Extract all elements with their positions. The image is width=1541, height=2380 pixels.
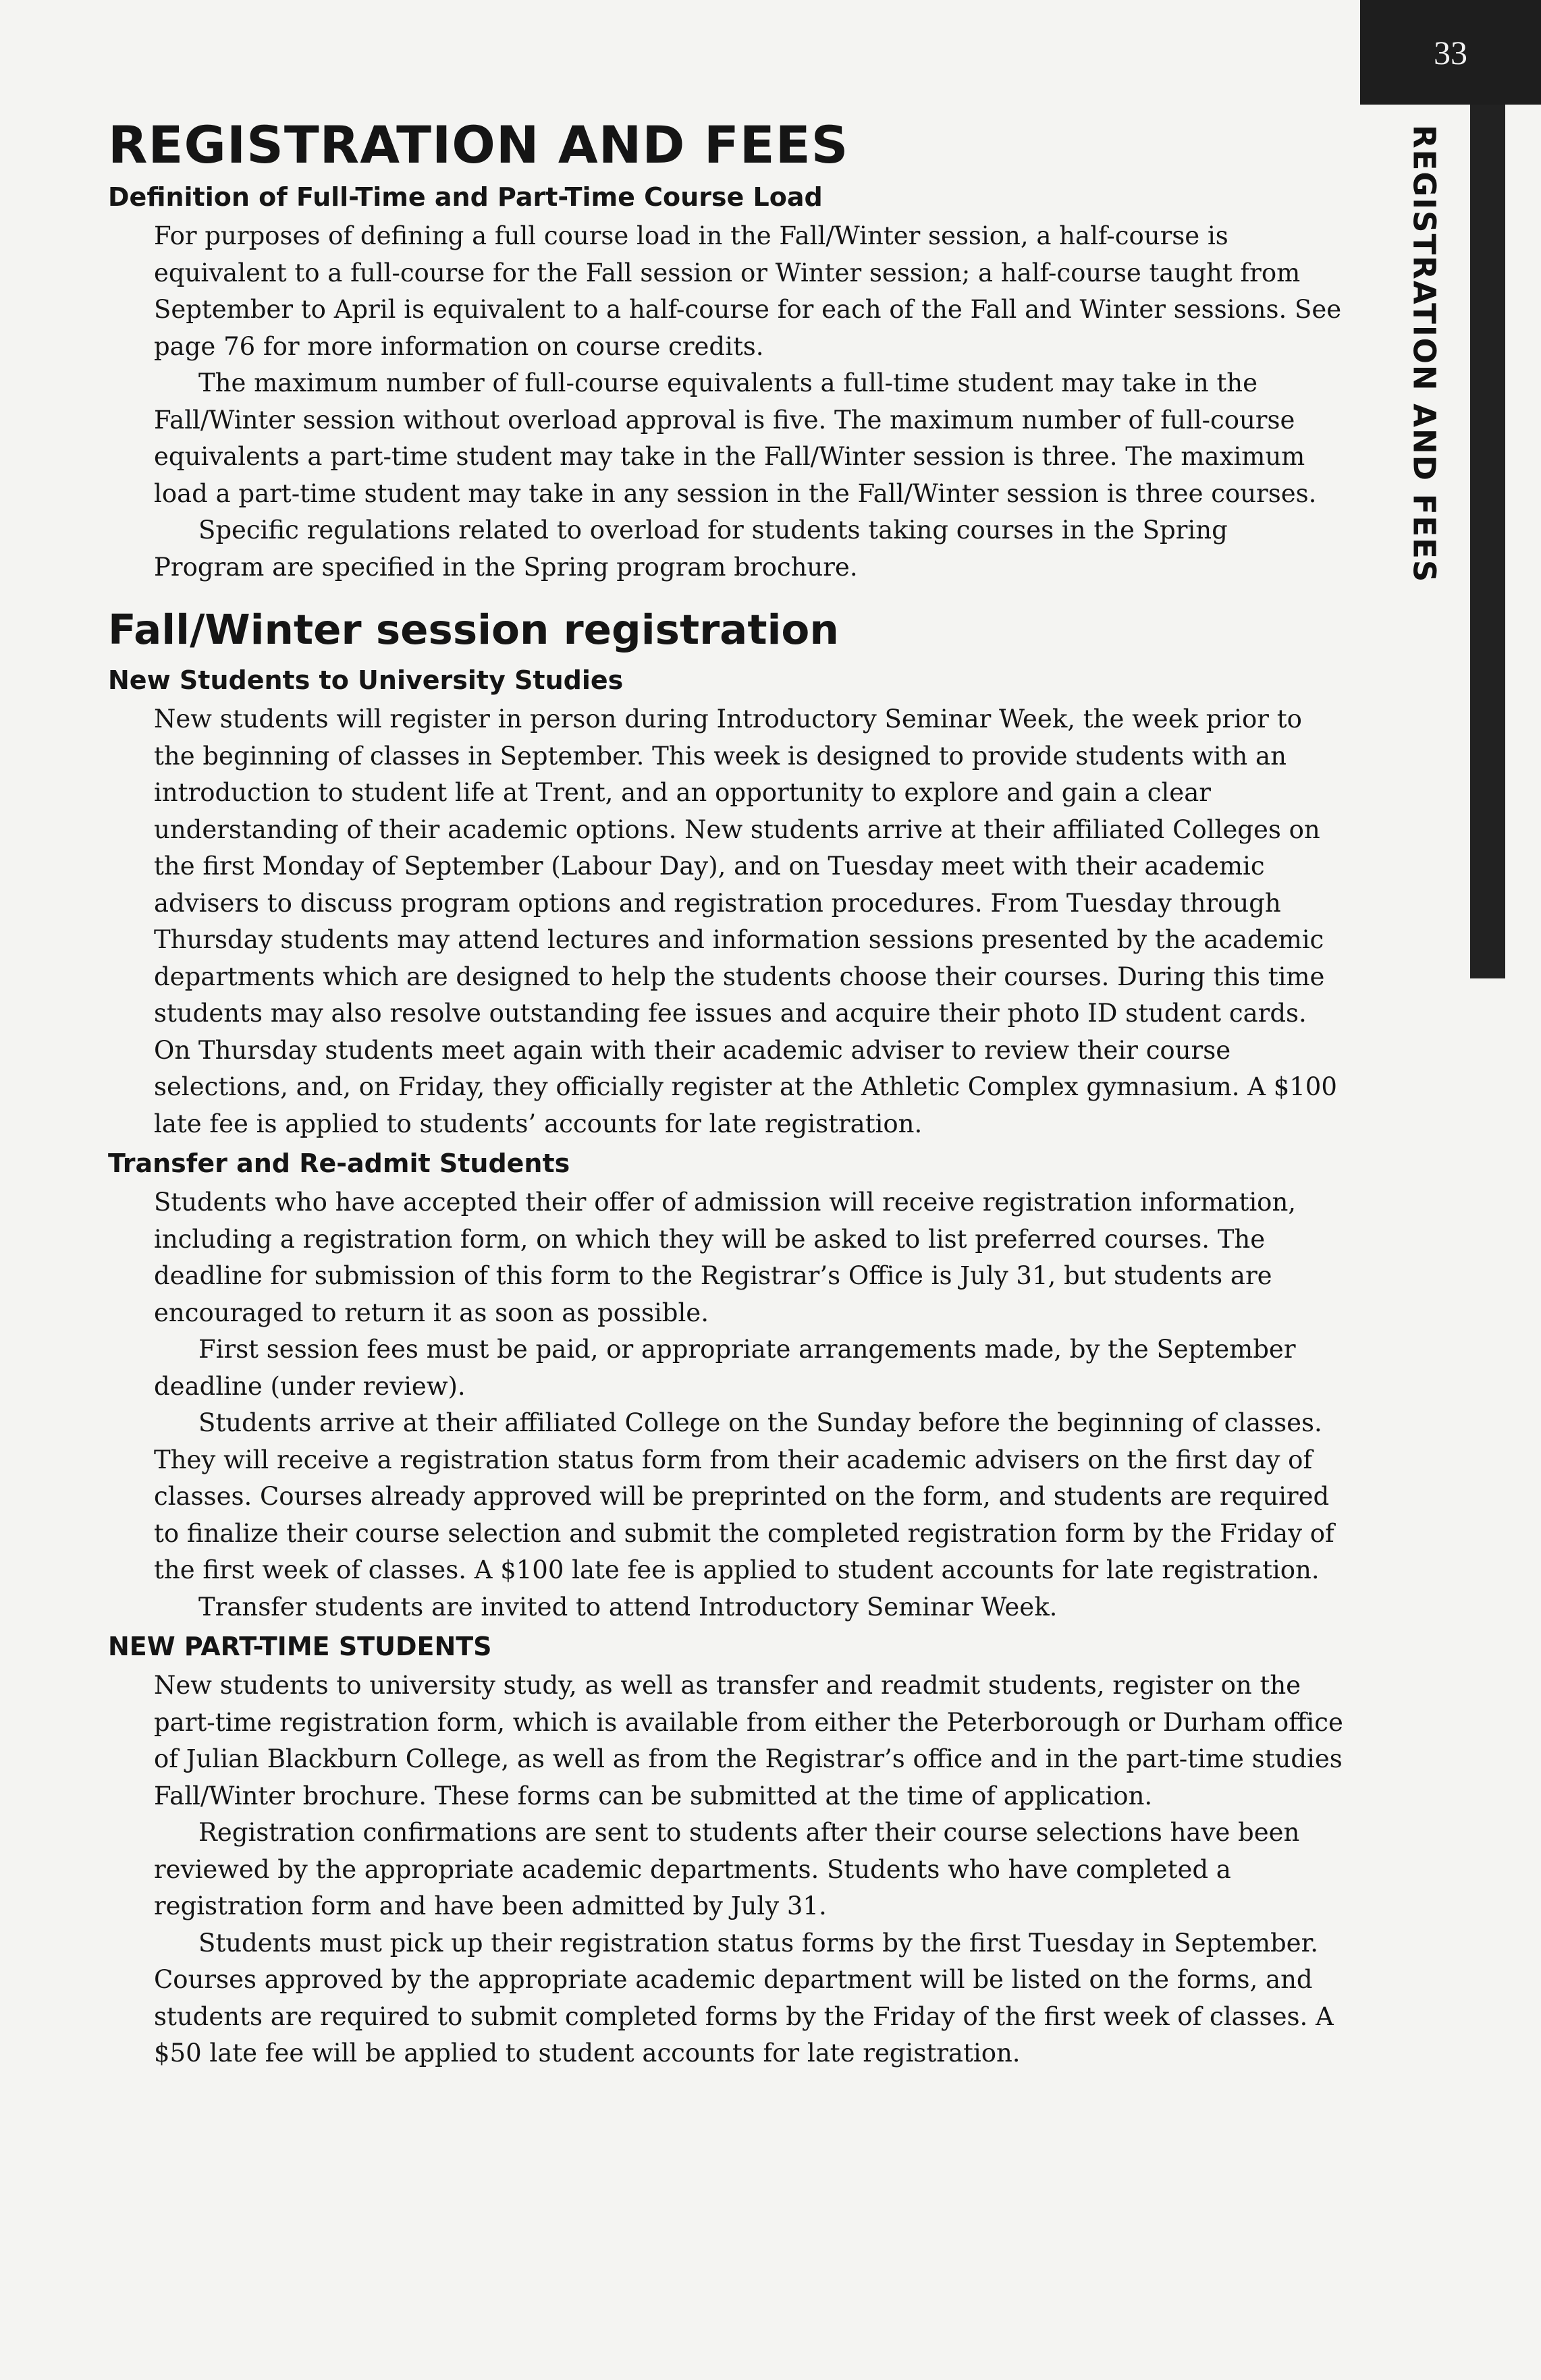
paragraph: Transfer students are invited to attend Introductory Seminar Week. — [198, 1592, 1058, 1622]
transfer-readmit-section — [108, 1145, 1343, 1626]
paragraph: Registration confirmations are sent to students after their course selections have been reviewed by the appropriate academic departments. Students who have completed a registration form and have been admitted by July 31. — [154, 1818, 1300, 1920]
side-bar-decoration — [1470, 105, 1505, 978]
page-number: 33 — [1360, 0, 1541, 105]
page-title: REGISTRATION AND FEES — [108, 115, 849, 175]
subsection-heading: NEW PART-TIME STUDENTS — [108, 1632, 492, 1661]
side-section-label-text: REGISTRATION AND FEES — [1406, 125, 1442, 584]
subsection-heading: New Students to University Studies — [108, 665, 624, 695]
course-load-section — [108, 179, 1343, 586]
page-content — [108, 115, 1343, 2075]
side-section-label — [1384, 125, 1465, 584]
paragraph: For purposes of defining a full course load in the Fall/Winter session, a half-course is equivalent to a full-course for the Fall session or Winter session; a half-course taught from September to April is equivalent to a half-course for each of the Fall and Winter sessions. See page 76 for more information on course credits. — [154, 221, 1342, 361]
paragraph: Students arrive at their affiliated College on the Sunday before the beginning of classes. They will receive a registration status form from their academic advisers on the first day of classes. Courses already approved will be preprinted on the form, and students are required to finalize their course selection and submit the completed registration form by the Friday of the first week of classes. A $100 late fee is applied to student accounts for late registration. — [154, 1408, 1334, 1584]
paragraph: New students to university study, as well as transfer and readmit students, register on the part-time registration form, which is available from either the Peterborough or Durham office of Julian Blackburn College, as well as from the Registrar’s office and in the part-time studies Fall/Winter brochure. These forms can be submitted at the time of application. — [154, 1671, 1343, 1810]
paragraph: Students must pick up their registration status forms by the first Tuesday in September. Courses approved by the appropriate academic department will be listed on the forms, and students are required to submit completed forms by the Friday of the first week of classes. A $50 late fee will be applied to student accounts for late registration. — [154, 1928, 1334, 2068]
paragraph: Specific regulations related to overload for students taking courses in the Spring Program are specified in the Spring program brochure. — [154, 516, 1228, 582]
paragraph: Students who have accepted their offer of admission will receive registration information, including a registration form, on which they will be asked to list preferred courses. The deadline for submission of this form to the Registrar’s Office is July 31, but students are encouraged to return it as soon as possible. — [154, 1188, 1297, 1327]
section-heading: Definition of Full-Time and Part-Time Course Load — [108, 182, 823, 212]
new-students-section — [108, 662, 1343, 1142]
subsection-heading: Transfer and Re-admit Students — [108, 1149, 570, 1178]
paragraph: New students will register in person during Introductory Seminar Week, the week prior to the beginning of classes in September. This week is designed to provide students with an introduction to student life at Trent, and an opportunity to explore and gain a clear understanding of their academic options. New students arrive at their affiliated Colleges on the first Monday of September (Labour Day), and on Tuesday meet with their academic advisers to discuss program options and registration procedures. From Tuesday through Thursday students may attend lectures and information sessions presented by the academic departments which are designed to help the students choose their courses. During this time students may also resolve outstanding fee issues and acquire their photo ID student cards. On Thursday students meet again with their academic adviser to review their course selections, and, on Friday, they officially register at the Athletic Complex gymnasium. A $100 late fee is applied to students’ accounts for late registration. — [154, 704, 1337, 1138]
section-subtitle: Fall/Winter session registration — [108, 606, 839, 654]
part-time-section — [108, 1628, 1343, 2072]
paragraph: The maximum number of full-course equivalents a full-time student may take in the Fall/Winter session without overload approval is five. The maximum number of full-course equivalents a part-time student may take in the Fall/Winter session is three. The maximum load a part-time student may take in any session in the Fall/Winter session is three courses. — [154, 368, 1317, 508]
paragraph: First session fees must be paid, or appropriate arrangements made, by the September deadline (under review). — [154, 1335, 1296, 1401]
